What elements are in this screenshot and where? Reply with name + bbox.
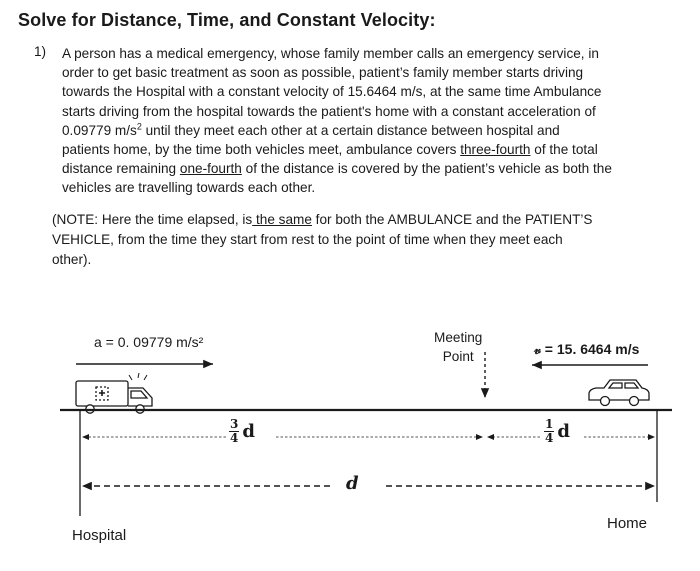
three-fourth-d-label bbox=[229, 418, 255, 445]
note-text: for both the AMBULANCE and the PATIENT’S bbox=[311, 212, 593, 227]
problem-text: towards the Hospital with a constant velocity of 15.6464 m/s, at the same time Ambulance bbox=[62, 84, 602, 100]
three-fourth-fraction bbox=[229, 418, 239, 445]
car-icon bbox=[589, 380, 649, 406]
question-number: 1) bbox=[34, 44, 47, 59]
note-text: the same bbox=[252, 212, 312, 227]
problem-text: one-fourth bbox=[179, 161, 242, 177]
hospital-label: Hospital bbox=[72, 527, 127, 544]
problem-text: of the total bbox=[530, 142, 598, 158]
meeting-point-line1: Meeting bbox=[434, 330, 483, 345]
problem-text: order to get basic treatment as soon as possible, patient’s family member starts driving bbox=[62, 65, 584, 81]
total-distance-label: d bbox=[346, 473, 359, 494]
acceleration-label: a = 0. 09779 m/s² bbox=[94, 334, 204, 350]
ambulance-icon bbox=[76, 373, 152, 413]
one-fourth-d-label bbox=[544, 418, 570, 445]
problem-text: 2 bbox=[136, 121, 142, 132]
velocity-label: 𝓋 = 15. 6464 m/s bbox=[534, 341, 640, 357]
problem-text: starts driving from the hospital towards the patient's home with a constant acceleration of bbox=[62, 103, 596, 119]
problem-text: A person has a medical emergency, whose family member calls an emergency service, in bbox=[62, 46, 599, 61]
fraction-denominator: 4 bbox=[230, 431, 239, 445]
problem-text: of the distance is covered by the patient’s vehicle as both the bbox=[241, 161, 612, 177]
note-text: (NOTE: Here the time elapsed, is bbox=[52, 212, 253, 227]
problem-text: 0.09779 m/s bbox=[62, 122, 137, 138]
problem-text: three-fourth bbox=[460, 142, 531, 158]
fraction-numerator: 1 bbox=[545, 417, 554, 431]
note-text: other). bbox=[52, 252, 92, 267]
home-label: Home bbox=[607, 515, 648, 532]
fraction-denominator: 4 bbox=[545, 431, 554, 445]
meeting-point-label bbox=[434, 328, 482, 366]
page-title: Solve for Distance, Time, and Constant Velocity: bbox=[18, 10, 436, 30]
problem-text: distance remaining bbox=[62, 161, 180, 177]
note-text: VEHICLE, from the time they start from rest to the point of time when they meet each bbox=[52, 232, 563, 247]
one-fourth-fraction bbox=[544, 418, 554, 445]
fraction-variable: d bbox=[557, 421, 570, 442]
problem-text: until they meet each other at a certain distance between hospital and bbox=[141, 122, 560, 138]
meeting-point-line2: Point bbox=[442, 349, 474, 364]
fraction-variable: d bbox=[242, 421, 255, 442]
problem-text: vehicles are travelling towards each other. bbox=[62, 180, 316, 196]
fraction-numerator: 3 bbox=[230, 417, 239, 431]
problem-text: patients home, by the time both vehicles meet, ambulance covers bbox=[62, 142, 461, 158]
